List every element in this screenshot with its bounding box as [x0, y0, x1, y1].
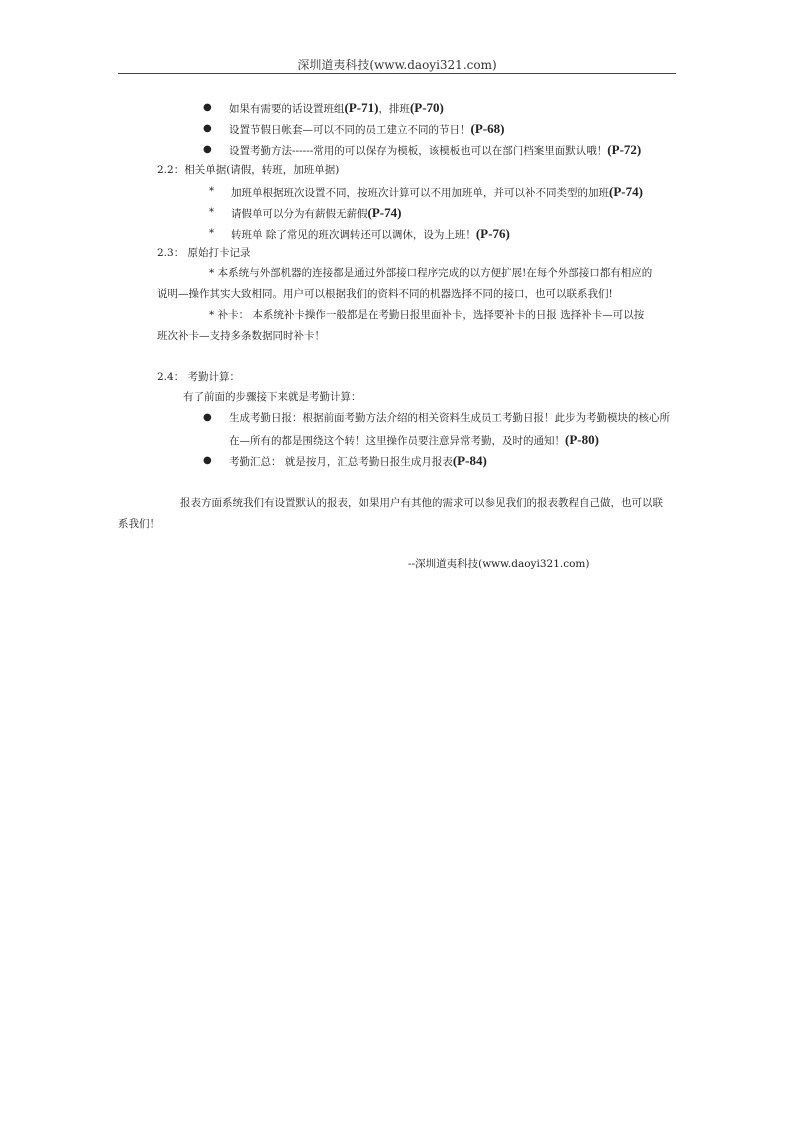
list-item — [231, 227, 510, 242]
paragraph-line: 说明—操作其实大致相同。用户可以根据我们的资料不同的机器选择不同的接口，也可以联系我们! — [157, 288, 613, 300]
bullet-icon: ● — [203, 102, 212, 113]
section-heading: 2.4： 考勤计算： — [157, 371, 241, 383]
list-item-line — [229, 433, 599, 448]
list-item — [231, 185, 643, 200]
item-text: 请假单可以分为有薪假无薪假 — [231, 208, 368, 220]
page-ref: (P-72) — [607, 142, 642, 157]
bullet-icon: ● — [203, 455, 212, 466]
star-marker: * — [209, 186, 214, 197]
list-item — [231, 206, 401, 221]
paragraph-line: 班次补卡—支持多条数据同时补卡！ — [157, 330, 325, 342]
item-text: 转班单 除了常见的班次调转还可以调休，设为上班！ — [231, 229, 476, 241]
header-rule — [118, 73, 676, 74]
section-heading: 2.3： 原始打卡记录 — [157, 247, 251, 259]
paragraph-line: 有了前面的步骤接下来就是考勤计算： — [183, 391, 362, 403]
page-ref: (P-74) — [609, 184, 643, 199]
list-item-line: 生成考勤日报：根据前面考勤方法介绍的相关资料生成员工考勤日报！此步为考勤模块的核心所 — [229, 412, 670, 424]
item-text: 如果有需要的话设置班组 — [229, 103, 345, 115]
item-text: 加班单根据班次设置不同，按班次计算可以不用加班单，并可以补不同类型的加班 — [231, 187, 609, 199]
bullet-icon: ● — [203, 412, 212, 423]
item-text: 在—所有的都是围绕这个转！这里操作员要注意异常考勤，及时的通知！ — [229, 435, 565, 447]
page-ref: (P-80) — [565, 432, 599, 447]
page-ref: (P-71) — [344, 100, 379, 115]
bullet-icon: ● — [203, 144, 212, 155]
list-item — [229, 143, 641, 158]
section-heading: 2.2：相关单据(请假，转班，加班单据) — [157, 164, 340, 176]
page-ref: (P-68) — [470, 121, 505, 136]
paragraph-line: * 补卡： 本系统补卡操作一般都是在考勤日报里面补卡，选择要补卡的日报 选择补卡—可以按 — [209, 309, 645, 321]
list-item — [229, 122, 504, 137]
item-text: 考勤汇总： 就是按月，汇总考勤日报生成月报表 — [229, 456, 453, 468]
item-text-tail: ，排班 — [378, 103, 410, 115]
page-ref: (P-70) — [409, 100, 444, 115]
star-marker: * — [209, 228, 214, 239]
page-header: 深圳道夷科技(www.daoyi321.com) — [297, 58, 497, 72]
list-item — [229, 101, 444, 116]
bullet-icon: ● — [203, 123, 212, 134]
page-ref: (P-74) — [367, 205, 402, 220]
star-marker: * — [209, 207, 214, 218]
list-item — [229, 454, 487, 469]
item-text: 设置节假日帐套—可以不同的员工建立不同的节日！ — [229, 124, 471, 136]
closing-line: 系我们！ — [118, 518, 160, 530]
item-text: 设置考勤方法------常用的可以保存为模板，该模板也可以在部门档案里面默认哦！ — [229, 145, 608, 157]
page-ref: (P-76) — [475, 226, 510, 241]
page-ref: (P-84) — [452, 453, 487, 468]
paragraph-line: * 本系统与外部机器的连接都是通过外部接口程序完成的以方便扩展!在每个外部接口都有相应的 — [209, 267, 653, 279]
closing-line: 报表方面系统我们有设置默认的报表，如果用户有其他的需求可以参见我们的报表教程自己做，也可以联 — [180, 497, 663, 509]
signature: --深圳道夷科技(www.daoyi321.com) — [408, 558, 590, 570]
